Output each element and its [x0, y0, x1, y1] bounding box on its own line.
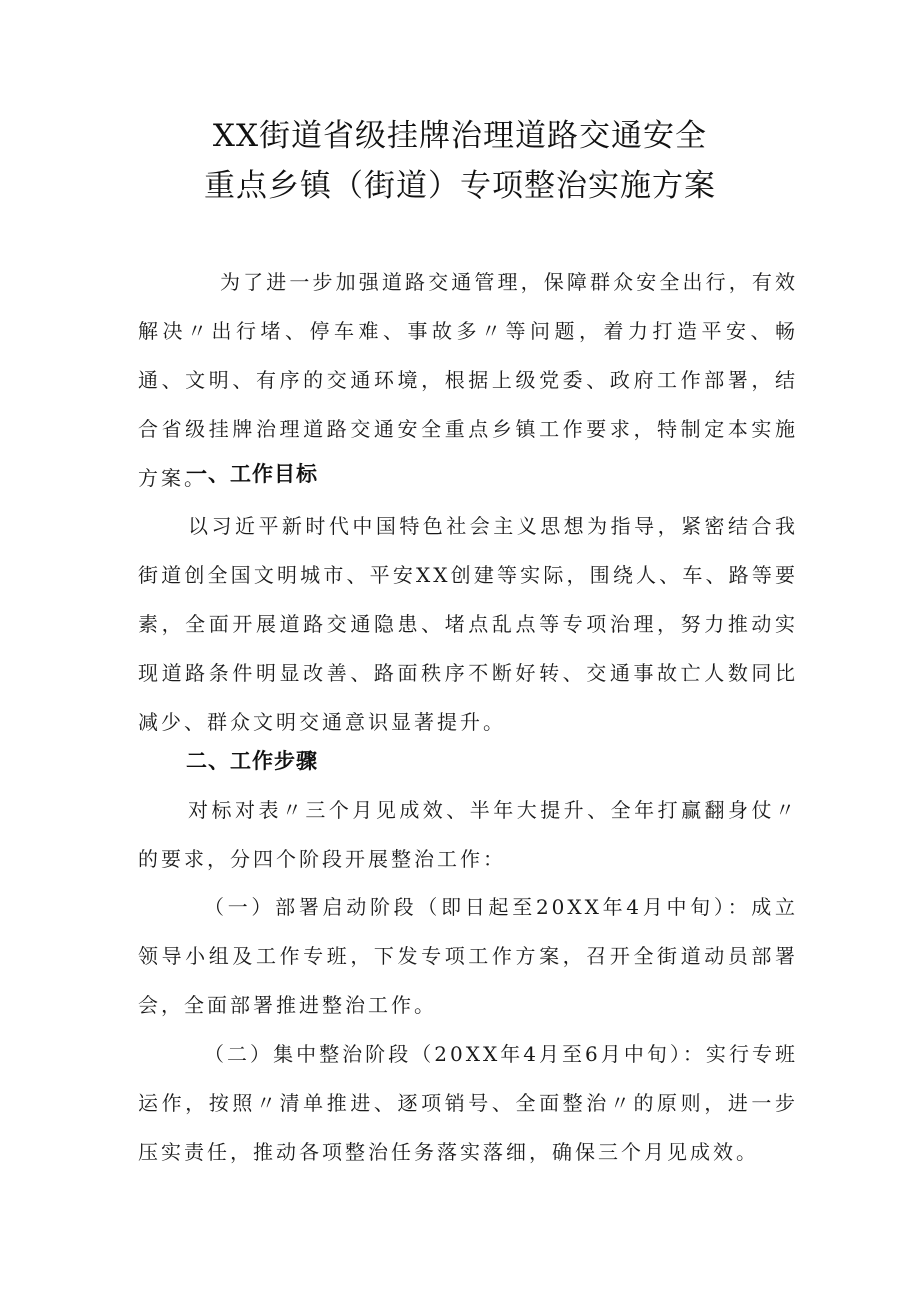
- steps-intro-paragraph: 对标对表〃三个月见成效、半年大提升、全年打赢翻身仗〃的要求，分四个阶段开展整治工作：: [138, 798, 798, 871]
- document-title-line-2: 重点乡镇（街道）专项整治实施方案: [204, 168, 716, 204]
- section-heading-steps: 二、工作步骤: [186, 749, 318, 773]
- document-title-line-1: XX街道省级挂牌治理道路交通安全: [212, 118, 708, 154]
- section-heading-goals: 一、工作目标: [186, 462, 318, 486]
- stage-1-paragraph: （一）部署启动阶段（即日起至20XX年4月中旬）：成立领导小组及工作专班，下发专项工作方案，召开全街道动员部署会，全面部署推进整治工作。: [138, 895, 798, 1017]
- goals-paragraph: 以习近平新时代中国特色社会主义思想为指导，紧密结合我街道创全国文明城市、平安XX创建等实际，围绕人、车、路等要素，全面开展道路交通隐患、堵点乱点等专项治理，努力推动实现道路条件明显改善、路面秩序不断好转、交通事故亡人数同比减少、群众文明交通意识显著提升。: [138, 514, 798, 734]
- stage-2-paragraph: （二）集中整治阶段（20XX年4月至6月中旬）：实行专班运作，按照〃清单推进、逐项销号、全面整治〃的原则，进一步压实责任，推动各项整治任务落实落细，确保三个月见成效。: [138, 1042, 798, 1164]
- intro-paragraph: 为了进一步加强道路交通管理，保障群众安全出行，有效解决〃出行堵、停车难、事故多〃等问题，着力打造平安、畅通、文明、有序的交通环境，根据上级党委、政府工作部署，结合省级挂牌治理道路交通安全重点乡镇工作要求，特制定本实施方案。: [138, 270, 798, 490]
